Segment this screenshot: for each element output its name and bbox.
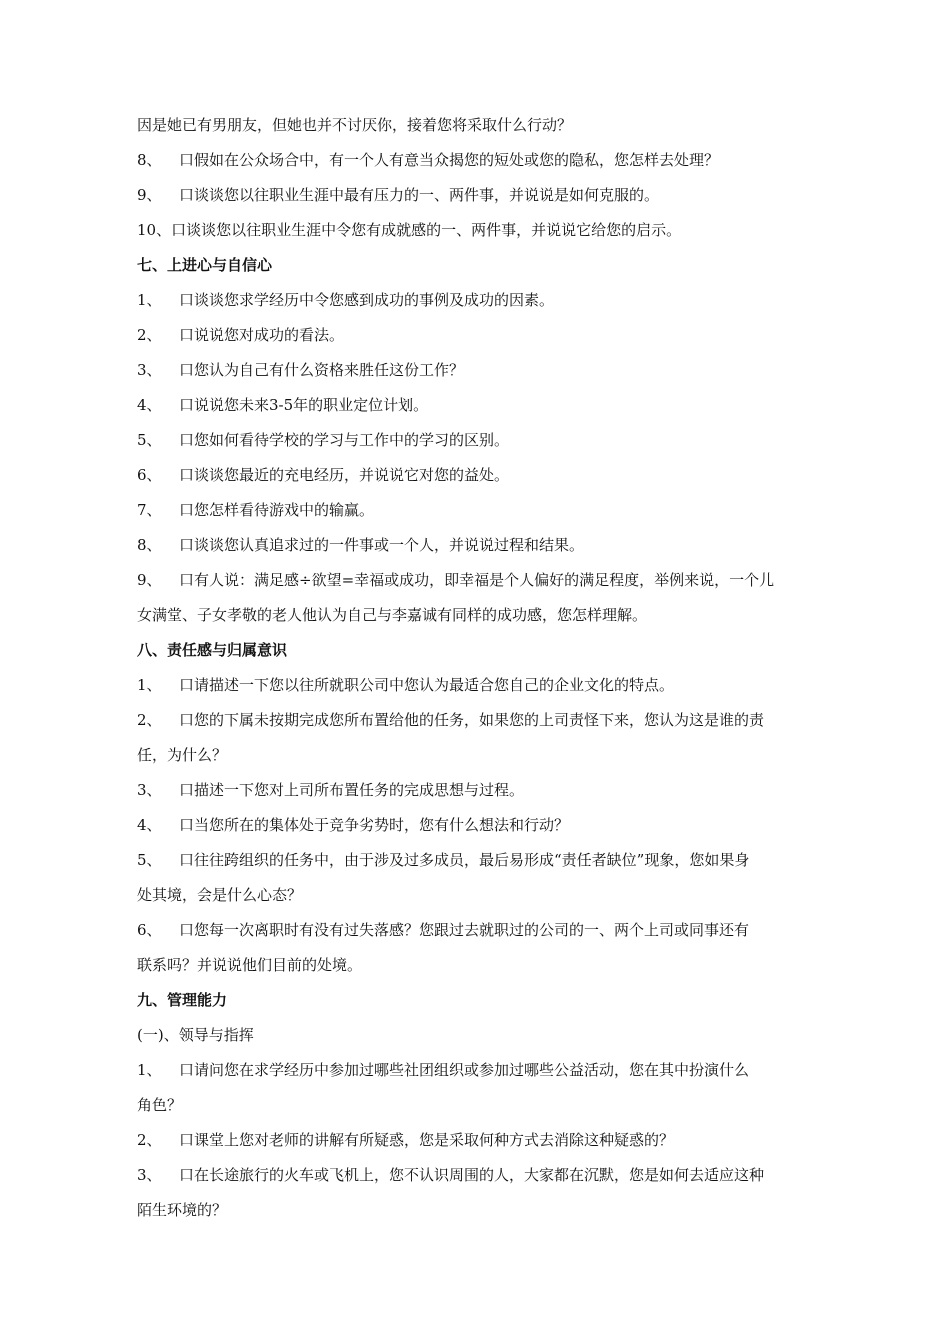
item-text: 口您认为自己有什么资格来胜任这份工作？: [179, 361, 465, 379]
item-text: 口说说您未来3-5年的职业定位计划。: [179, 396, 429, 414]
item-number: 1、: [137, 291, 162, 309]
item-number: 4、: [137, 816, 162, 834]
text-line: 处其境，会是什么心态？: [137, 886, 303, 904]
item-number: 2、: [137, 326, 162, 344]
text-line: 因是她已有男朋友，但她也并不讨厌你，接着您将采取什么行动？: [137, 116, 573, 134]
item-number: 3、: [137, 361, 162, 379]
text-line: (一)、领导与指挥: [137, 1026, 254, 1044]
question-item: [137, 458, 817, 493]
question-item: [137, 1053, 817, 1088]
item-number: 5、: [137, 431, 162, 449]
item-text: 口请描述一下您以往所就职公司中您认为最适合您自己的企业文化的特点。: [179, 676, 675, 694]
item-text: 口在长途旅行的火车或飞机上，您不认识周围的人，大家都在沉默，您是如何去适应这种: [179, 1166, 765, 1184]
item-text: 口谈谈您以往职业生涯中令您有成就感的一、两件事，并说说它给您的启示。: [171, 221, 682, 239]
item-text: 口谈谈您认真追求过的一件事或一个人，并说说过程和结果。: [179, 536, 585, 554]
section-heading: 九、管理能力: [137, 991, 228, 1009]
item-number: 2、: [137, 711, 162, 729]
question-item: [137, 703, 817, 738]
question-item: [137, 528, 817, 563]
item-number: 4、: [137, 396, 162, 414]
question-item: [137, 668, 817, 703]
item-number: 8、: [137, 536, 162, 554]
item-text: 口您每一次离职时有没有过失落感？您跟过去就职过的公司的一、两个上司或同事还有: [179, 921, 750, 939]
item-number: 6、: [137, 921, 162, 939]
question-item: [137, 388, 817, 423]
question-item: [137, 178, 817, 213]
text-line: 陌生环境的？: [137, 1201, 228, 1219]
item-number: 1、: [137, 1061, 162, 1079]
item-number: 6、: [137, 466, 162, 484]
item-text: 口当您所在的集体处于竞争劣势时，您有什么想法和行动？: [179, 816, 570, 834]
item-number: 2、: [137, 1131, 162, 1149]
item-number: 9、: [137, 186, 162, 204]
question-item: [137, 563, 817, 598]
question-item: [137, 283, 817, 318]
item-text: 口谈谈您以往职业生涯中最有压力的一、两件事，并说说是如何克服的。: [179, 186, 660, 204]
item-text: 口谈谈您最近的充电经历，并说说它对您的益处。: [179, 466, 510, 484]
item-number: 5、: [137, 851, 162, 869]
question-item: [137, 423, 817, 458]
question-item: [137, 353, 817, 388]
item-number: 3、: [137, 781, 162, 799]
question-item: [137, 143, 817, 178]
item-text: 口您怎样看待游戏中的输赢。: [179, 501, 375, 519]
question-item: [137, 913, 817, 948]
item-number: 3、: [137, 1166, 162, 1184]
question-item: [137, 808, 817, 843]
text-line: 联系吗？并说说他们目前的处境。: [137, 956, 363, 974]
text-line: 任，为什么？: [137, 746, 228, 764]
item-number: 1、: [137, 676, 162, 694]
item-number: 7、: [137, 501, 162, 519]
text-line: 女满堂、子女孝敬的老人他认为自己与李嘉诚有同样的成功感，您怎样理解。: [137, 606, 648, 624]
item-text: 口您如何看待学校的学习与工作中的学习的区别。: [179, 431, 510, 449]
document-body: [137, 108, 817, 1228]
item-text: 口请问您在求学经历中参加过哪些社团组织或参加过哪些公益活动，您在其中扮演什么: [179, 1061, 750, 1079]
item-text: 口有人说：满足感÷欲望=幸福或成功，即幸福是个人偏好的满足程度，举例来说，一个儿: [179, 571, 775, 589]
item-number: 9、: [137, 571, 162, 589]
question-item: [137, 213, 817, 248]
text-line: 角色？: [137, 1096, 183, 1114]
item-text: 口您的下属未按期完成您所布置给他的任务，如果您的上司责怪下来，您认为这是谁的责: [179, 711, 765, 729]
item-text: 口谈谈您求学经历中令您感到成功的事例及成功的因素。: [179, 291, 555, 309]
item-text: 口往往跨组织的任务中，由于涉及过多成员，最后易形成“责任者缺位”现象，您如果身: [179, 851, 750, 869]
question-item: [137, 1158, 817, 1193]
item-number: 8、: [137, 151, 162, 169]
item-text: 口课堂上您对老师的讲解有所疑惑，您是采取何种方式去消除这种疑惑的？: [179, 1131, 675, 1149]
question-item: [137, 773, 817, 808]
item-number: 10、: [137, 221, 172, 239]
item-text: 口描述一下您对上司所布置任务的完成思想与过程。: [179, 781, 525, 799]
question-item: [137, 843, 817, 878]
question-item: [137, 493, 817, 528]
item-text: 口假如在公众场合中，有一个人有意当众揭您的短处或您的隐私，您怎样去处理？: [179, 151, 720, 169]
section-heading: 八、责任感与归属意识: [137, 641, 288, 659]
question-item: [137, 1123, 817, 1158]
question-item: [137, 318, 817, 353]
section-heading: 七、上进心与自信心: [137, 256, 273, 274]
item-text: 口说说您对成功的看法。: [179, 326, 345, 344]
